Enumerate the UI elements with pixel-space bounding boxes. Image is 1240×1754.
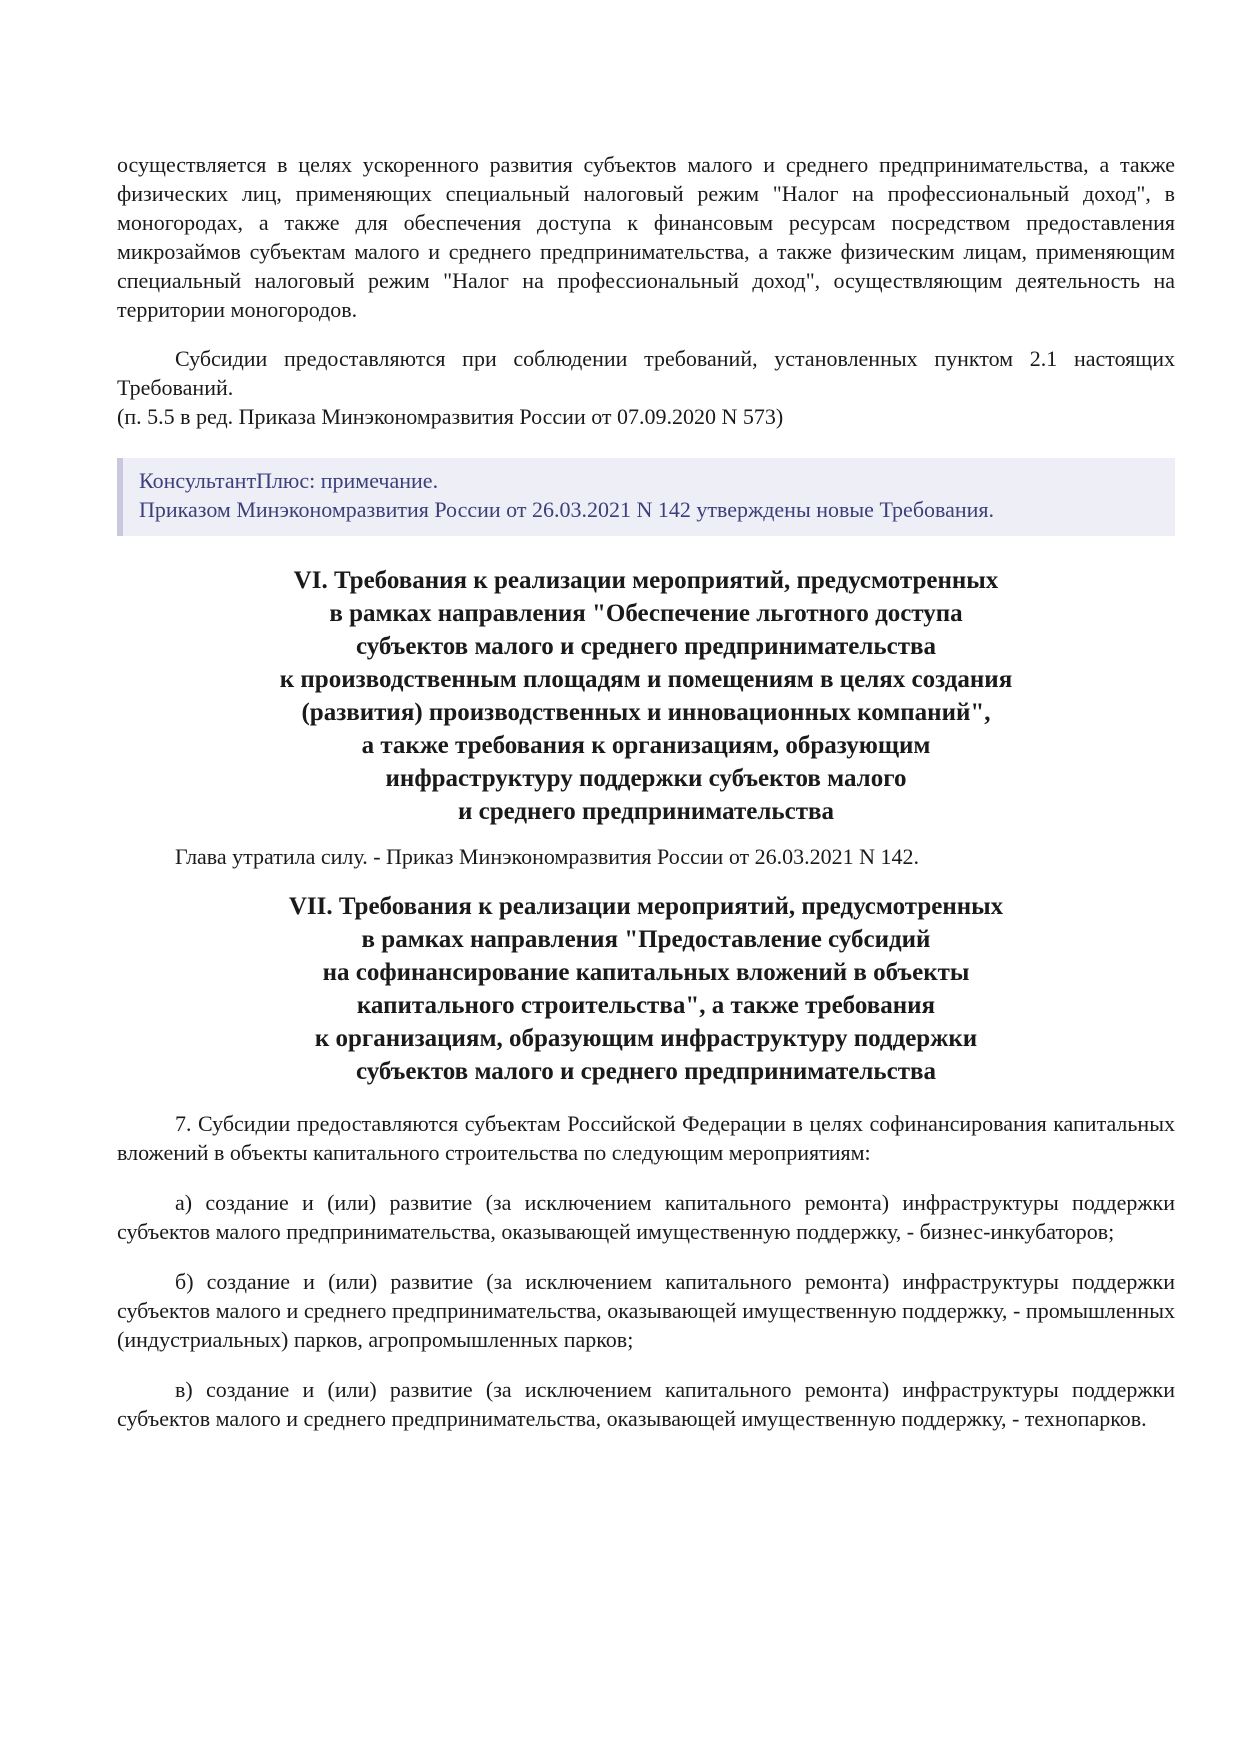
chapter-vi-title-line: и среднего предпринимательства (457, 798, 834, 825)
edition-note: (п. 5.5 в ред. Приказа Минэкономразвития России от 07.09.2020 N 573) (117, 404, 784, 429)
chapter-vi-title (117, 564, 1175, 828)
consultant-note-text: Приказом Минэкономразвития России от 26.03.2021 N 142 утверждены новые Требования. (139, 497, 995, 522)
intro-paragraph: осуществляется в целях ускоренного развития субъектов малого и среднего предпринимательства, а также физических лиц, применяющих специальный налоговый режим "Налог на профессиональный доход", в моногородах, а также для обеспечения доступа к финансовым ресурсам посредством предоставления микрозаймов субъектам малого и среднего предпринимательства, а также физическим лицам, применяющим специальный налоговый режим "Налог на профессиональный доход", осуществляющим деятельность на территории моногородов. (117, 152, 1175, 322)
chapter-vi-title-line: субъектов малого и среднего предпринимательства (355, 633, 937, 660)
chapter-vii-title-line: на софинансирование капитальных вложений в объекты (322, 959, 970, 986)
chapter-vi-repealed-note: Глава утратила силу. - Приказ Минэкономразвития России от 26.03.2021 N 142. (175, 844, 920, 869)
chapter-vi-title-line: инфраструктуру поддержки субъектов малого (385, 765, 907, 792)
document-body (117, 150, 1175, 1433)
clause-7-item-b: б) создание и (или) развитие (за исключением капитального ремонта) инфраструктуры поддержки субъектов малого и среднего предпринимательства, оказывающей имущественную поддержку, - промышленных (индустриальных) парков, агропромышленных парков; (117, 1269, 1175, 1352)
chapter-vii-title-line: капитального строительства", а также требования (356, 992, 936, 1019)
chapter-vi-title-line: в рамках направления "Обеспечение льготного доступа (329, 600, 963, 627)
chapter-vi-title-line: VI. Требования к реализации мероприятий, предусмотренных (293, 567, 999, 594)
chapter-vii-title-line: VII. Требования к реализации мероприятий, предусмотренных (288, 893, 1004, 920)
chapter-vi-title-line: а также требования к организациям, образующим (361, 732, 931, 759)
chapter-vii-title (117, 890, 1175, 1088)
chapter-vi-title-line: к производственным площадям и помещениям в целях создания (279, 666, 1013, 693)
chapter-vii-title-line: в рамках направления "Предоставление субсидий (361, 926, 931, 953)
clause-7-item-a: а) создание и (или) развитие (за исключением капитального ремонта) инфраструктуры поддержки субъектов малого предпринимательства, оказывающей имущественную поддержку, - бизнес-инкубаторов; (117, 1190, 1175, 1244)
subsidies-paragraph: Субсидии предоставляются при соблюдении требований, установленных пунктом 2.1 настоящих Требований. (117, 346, 1175, 400)
chapter-vi-title-line: (развития) производственных и инновационных компаний", (301, 699, 991, 726)
consultant-note (117, 458, 1175, 536)
consultant-note-heading: КонсультантПлюс: примечание. (139, 468, 439, 493)
chapter-vii-title-line: к организациям, образующим инфраструктуру поддержки (314, 1025, 978, 1052)
clause-7-item-c: в) создание и (или) развитие (за исключением капитального ремонта) инфраструктуры поддержки субъектов малого и среднего предпринимательства, оказывающей имущественную поддержку, - технопарков. (117, 1377, 1175, 1431)
clause-7: 7. Субсидии предоставляются субъектам Российской Федерации в целях софинансирования капитальных вложений в объекты капитального строительства по следующим мероприятиям: (117, 1111, 1175, 1165)
chapter-vii-title-line: субъектов малого и среднего предпринимательства (355, 1058, 937, 1085)
